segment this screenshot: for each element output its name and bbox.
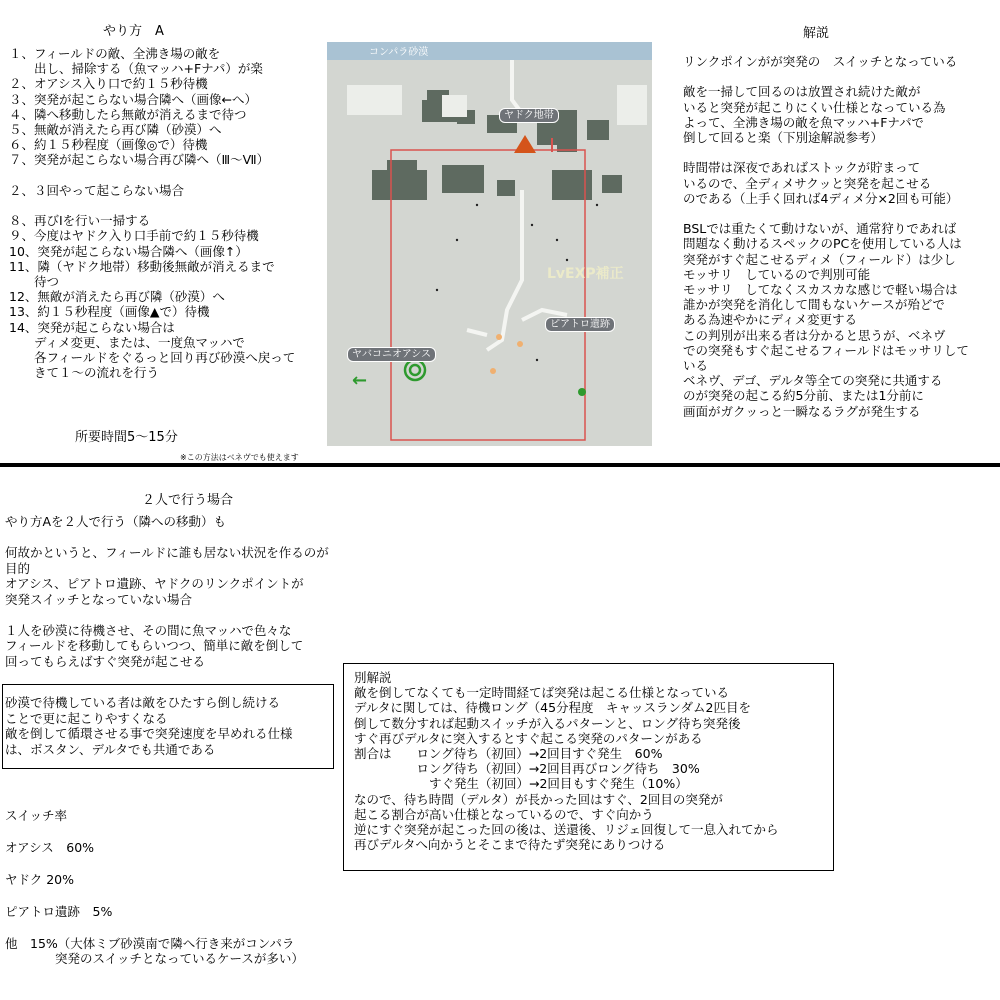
switch-rate-other-detail: 突発のスイッチとなっているケースが多い） [5, 951, 304, 966]
step-line: 10、突発が起こらない場合隣へ（画像↑） [9, 243, 248, 259]
explanation-line: 敵を一掃して回るのは放置され続けた敵が [683, 84, 921, 100]
separate-note-line: すぐ再びデルタに突入するとすぐ起こる突発のパターンがある [354, 730, 703, 746]
step-line: ３、突発が起こらない場合隣へ（画像←へ） [9, 91, 257, 107]
separate-note-line: 逆にすぐ突発が起こった回の後は、送還後、リジェ回復して一息入れてから [354, 822, 779, 838]
required-time: 所要時間5～15分 [75, 430, 178, 445]
desert-wait-note-box [2, 684, 334, 769]
switch-rate-other: 他 15%（大体ミブ砂漠南で隣へ行き来がコンパラ [5, 936, 295, 951]
map-label-piatoro: ピアトロ遺跡 [545, 317, 615, 332]
explanation-line: ベネヴ、デゴ、デルタ等全ての突発に共通する [683, 373, 943, 389]
green-portal-icon [577, 387, 587, 397]
footnote: ※この方法はベネヴでも使えます [180, 453, 299, 462]
two-person-line: 目的 [5, 560, 31, 576]
step-line: 11、隣（ヤドク地帯）移動後無敵が消えるまで [9, 258, 275, 274]
desert-map [327, 42, 652, 446]
explanation-line [683, 206, 969, 221]
step-line: 13、約１５秒程度（画像▲で）待機 [9, 304, 210, 320]
separate-note-line: ロング待ち（初回）→2回目再びロング待ち 30% [354, 761, 700, 777]
step-line: きて１～の流れを行う [9, 365, 160, 381]
explanation-line: よって、全沸き場の敵を魚マッハ+Fナパで [683, 114, 924, 130]
explanation-line: のである（上手く回れば4ディメ分×2回も可能） [683, 190, 959, 206]
separate-note-title: 別解説 [354, 670, 392, 685]
map-label-yadoku: ヤドク地帯 [499, 108, 559, 123]
step-line: ７、突発が起こらない場合再び隣へ（Ⅲ～Ⅶ） [9, 152, 270, 168]
two-person-line [5, 530, 329, 546]
explanation-line: BSLでは重たくて動けないが、通常狩りであれば [683, 221, 957, 237]
explanation-line: 時間帯は深夜であればストックが貯まって [683, 160, 921, 176]
separate-note-line: 起こる割合が高い仕様となっているので、すぐ向かう [354, 806, 654, 822]
step-line: ディメ変更、または、一度魚マッハで [9, 334, 245, 350]
two-person-line: フィールドを移動してもらいつつ、簡単に敵を倒して [5, 638, 304, 653]
explanation-line: 突発がすぐ起こせるディメ（フィールド）は少し [683, 251, 956, 267]
explanation-line: での突発もすぐ起こせるフィールドはモッサリして [683, 342, 969, 358]
triangle-marker-icon [513, 134, 537, 154]
step-line: ５、無敵が消えたら再び隣（砂漠）へ [9, 122, 222, 138]
two-person-line: やり方Aを２人で行う（隣への移動）も [5, 514, 227, 529]
two-person-line [5, 607, 329, 623]
map-title: コンパラ砂漠 [369, 47, 429, 58]
explanation-line: モッサリ してなくスカスカな感じで軽い場合は [683, 282, 958, 298]
step-line: 14、突発が起こらない場合は [9, 319, 175, 335]
separate-note-line: 割合は ロング待ち（初回）→2回目すぐ発生 60% [354, 746, 663, 762]
switch-rate-piatoro: ピアトロ遺跡 5% [5, 904, 113, 919]
switch-rate-title: スイッチ率 [5, 808, 68, 823]
step-line: 出し、掃除する（魚マッハ+Fナパ）が楽 [9, 61, 263, 77]
step-line [9, 198, 295, 213]
explanation-line: ある為速やかにディメ変更する [683, 312, 858, 328]
boxed-line: 敵を倒して循環させる事で突発速度を早めれる仕様 [5, 726, 293, 741]
step-line: １、フィールドの敵、全沸き場の敵を [9, 46, 221, 61]
step-line: ２、３回やって起こらない場合 [9, 182, 185, 198]
separate-note-line: 倒して数分すれば起動スイッチが入るパターンと、ロング待ち突発後 [354, 715, 741, 731]
explanation-line: いると突発が起こりにくい仕様となっている為 [683, 99, 946, 115]
explanation-line: いるので、全ディメサクッと突発を起こせる [683, 175, 932, 191]
explanation-line: 倒して回ると楽（下別途解説参考） [683, 130, 884, 146]
separate-note-line: 再びデルタへ向かうとそこまで待たず突発にありつける [354, 837, 666, 853]
two-person-line: オアシス、ピアトロ遺跡、ヤドクのリンクポイントが [5, 576, 304, 591]
explanation-line [683, 145, 969, 160]
explanation-line: のが突発の起こる約5分前、または1分前に [683, 388, 924, 404]
watermark-text: LvEXP補正 [547, 266, 624, 282]
separate-note-line: 敵を倒してなくても一定時間経てば突発は起こる仕様となっている [354, 685, 730, 701]
boxed-line: ことで更に起こりやすくなる [5, 710, 168, 726]
explanation-line: 問題なく動けるスペックのPCを使用している人は [683, 236, 962, 252]
two-person-title: ２人で行う場合 [142, 493, 234, 508]
explanation-line: この判別が出来る者は分かると思うが、ベネヴ [683, 327, 946, 343]
step-line: ６、約１５秒程度（画像◎で）待機 [9, 137, 208, 153]
explanation-line: 誰かが突発を消化して間もないケースが殆どで [683, 297, 945, 313]
map-titlebar [327, 42, 652, 60]
explanation-line: いる [683, 358, 709, 374]
step-line: 待つ [9, 274, 60, 290]
separate-note-line: なので、待ち時間（デルタ）が長かった回はすぐ、2回目の突発が [354, 791, 723, 807]
left-arrow-icon: ← [352, 370, 368, 391]
separate-note-line: デルタに関しては、待機ロング（45分程度 キャッスランダム2匹目を [354, 700, 751, 716]
explanation-line: モッサリ しているので判別可能 [683, 266, 871, 282]
step-line: 各フィールドをぐるっと回り再び砂漠へ戻って [9, 350, 296, 366]
explanation-body [683, 54, 969, 419]
step-line: 12、無敵が消えたら再び隣（砂漠）へ [9, 289, 225, 305]
switch-rate-oasis: オアシス 60% [5, 840, 95, 855]
separate-note-box [343, 663, 834, 871]
boxed-line: 砂漠で待機している者は敵をひたすら倒し続ける [5, 695, 281, 710]
two-person-body [5, 514, 329, 669]
step-line: ９、今度はヤドク入り口手前で約１５秒待機 [9, 228, 259, 244]
explanation-title: 解説 [803, 26, 830, 41]
method-a-title: やり方 A [103, 24, 164, 39]
section-divider [0, 463, 1000, 467]
explanation-line: リンクポインがが突発の スイッチとなっている [683, 54, 958, 69]
two-person-line: １人を砂漠に待機させ、その間に魚マッハで色々な [5, 622, 292, 638]
two-person-line: 何故かというと、フィールドに誰も居ない状況を作るのが [5, 545, 329, 560]
explanation-line [683, 69, 969, 84]
separate-note-line: すぐ発生（初回）→2回目もすぐ発生（10%） [354, 776, 688, 792]
two-person-line: 回ってもらえばすぐ突発が起こせる [5, 653, 206, 669]
step-line: ２、オアシス入り口で約１５秒待機 [9, 76, 208, 92]
two-person-line: 突発スイッチとなっていない場合 [5, 591, 193, 607]
explanation-line: 画面がガクッっと一瞬なるラグが発生する [683, 403, 921, 419]
method-a-steps [9, 46, 295, 380]
map-terrain [327, 60, 652, 446]
boxed-line: は、ボスタン、デルタでも共通である [5, 741, 216, 757]
step-line [9, 168, 295, 183]
map-label-oasis: ヤバコニオアシス [347, 347, 436, 362]
step-line: ８、再びⅠを行い一掃する [9, 213, 151, 229]
switch-rate-yadoku: ヤドク 20% [5, 872, 75, 887]
step-line: ４、隣へ移動したら無敵が消えるまで待つ [9, 106, 247, 122]
